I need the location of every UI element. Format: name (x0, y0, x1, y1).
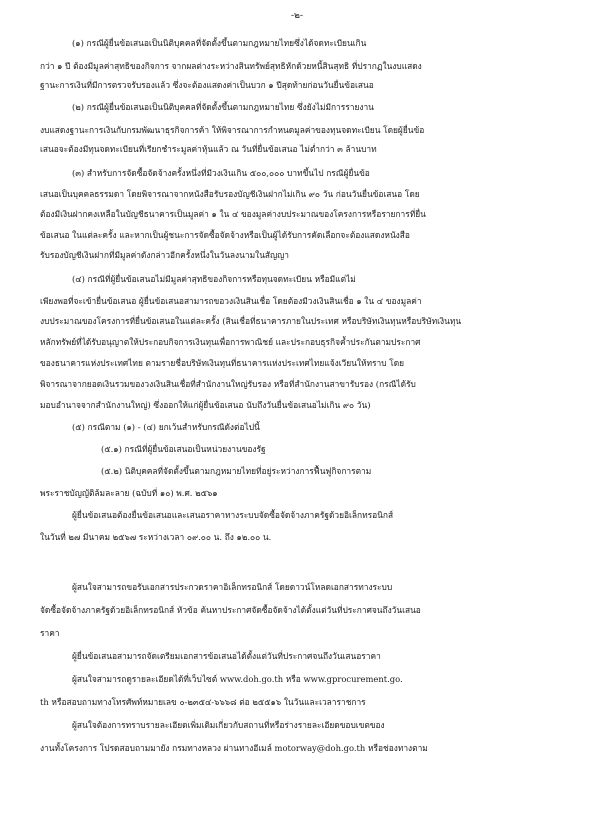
text-line: เพียงพอที่จะเข้ายื่นข้อเสนอ ผู้ยื่นข้อเสนอสามารถขอวงเงินสินเชื่อ โดยต้องมีวงเงินสินเชื่อ ๑ ใน ๔ ของมูลค่า (40, 296, 422, 306)
text-line: เสนอเป็นบุคคลธรรมดา โดยพิจารณาจากหนังสือรับรองบัญชีเงินฝากไม่เกิน ๙๐ วัน ก่อนวันยื่นข้อเสนอ โดย (40, 189, 420, 199)
page-number: -๒- (290, 11, 303, 21)
text-line: หลักทรัพย์ที่ได้รับอนุญาตให้ประกอบกิจการเงินทุนเพื่อการพาณิชย์ และประกอบธุรกิจค้ำประกันตามประกาศ (40, 337, 421, 347)
text-line: ราคา (40, 628, 60, 638)
text-line: รับรองบัญชีเงินฝากที่มีมูลค่าดังกล่าวอีกครั้งหนึ่งในวันลงนามในสัญญา (40, 250, 290, 260)
text-line: (๒) กรณีผู้ยื่นข้อเสนอเป็นนิติบุคคลที่จัดตั้งขึ้นตามกฎหมายไทย ซึ่งยังไม่มีการรายงาน (72, 102, 374, 112)
text-line: งานทั้งโครงการ โปรดสอบถามมายัง กรมทางหลวง ผ่านทางอีเมล์ motorway@doh.go.th หรือช่องทางตาม (40, 743, 428, 753)
text-line: ในวันที่ ๒๗ มีนาคม ๒๕๖๗ ระหว่างเวลา ๐๙.๐๐ น. ถึง ๑๒.๐๐ น. (40, 532, 272, 542)
text-line: ของธนาคารแห่งประเทศไทย ตามรายชื่อบริษัทเงินทุนที่ธนาคารแห่งประเทศไทยแจ้งเวียนให้ทราบ โดย (40, 358, 405, 368)
text-line: (๕.๒) นิติบุคคลที่จัดตั้งขึ้นตามกฎหมายไทยที่อยู่ระหว่างการฟื้นฟูกิจการตาม (101, 466, 372, 476)
text-line: ผู้สนใจสามารถดูรายละเอียดได้ที่เว็บไซต์ www.doh.go.th หรือ www.gprocurement.go. (72, 674, 403, 684)
text-line: (๔) กรณีที่ผู้ยื่นข้อเสนอไม่มีมูลค่าสุทธิของกิจการหรือทุนจดทะเบียน หรือมีแต่ไม่ (72, 274, 356, 284)
text-line: พระราชบัญญัติล้มละลาย (ฉบับที่ ๑๐) พ.ศ. ๒๕๖๑ (40, 488, 218, 498)
text-line: (๕) กรณีตาม (๑) - (๔) ยกเว้นสำหรับกรณีดังต่อไปนี้ (72, 422, 260, 432)
text-line: จัดซื้อจัดจ้างภาครัฐด้วยอิเล็กทรอนิกส์ หัวข้อ ค้นหาประกาศจัดซื้อจัดจ้างได้ตั้งแต่วันที่ประกาศจนถึงวันเสนอ (40, 605, 421, 615)
text-line: ผู้สนใจสามารถขอรับเอกสารประกวดราคาอิเล็กทรอนิกส์ โดยดาวน์โหลดเอกสารทางระบบ (72, 582, 393, 592)
text-line: ผู้สนใจต้องการทราบรายละเอียดเพิ่มเติมเกี่ยวกับสถานที่หรือร่างรายละเอียดขอบเขตของ (72, 720, 385, 730)
text-line: งบแสดงฐานะการเงินกับกรมพัฒนาธุรกิจการค้า ให้พิจารณาการกำหนดมูลค่าของทุนจดทะเบียน โดยผู้ยื่นข้อ (40, 125, 425, 135)
text-line: (๑) กรณีผู้ยื่นข้อเสนอเป็นนิติบุคคลที่จัดตั้งขึ้นตามกฎหมายไทยซึ่งได้จดทะเบียนเกิน (72, 38, 367, 48)
text-line: (๓) สำหรับการจัดซื้อจัดจ้างครั้งหนึ่งที่มีวงเงินเกิน ๕๐๐,๐๐๐ บาทขึ้นไป กรณีผู้ยื่นข้อ (72, 168, 370, 178)
text-line: ต้องมีเงินฝากคงเหลือในบัญชีธนาคารเป็นมูลค่า ๑ ใน ๔ ของมูลค่างบประมาณของโครงการหรือรายการที่ยื่น (40, 209, 426, 219)
text-line: พิจารณาจากยอดเงินรวมของวงเงินสินเชื่อที่สำนักงานใหญ่รับรอง หรือที่สำนักงานสาขารับรอง (กรณีได้รับ (40, 379, 416, 389)
text-line: เสนอจะต้องมีทุนจดทะเบียนที่เรียกชำระมูลค่าหุ้นแล้ว ณ วันที่ยื่นข้อเสนอ ไม่ต่ำกว่า ๓ ล้านบาท (40, 144, 377, 154)
text-line: ฐานะการเงินที่มีการตรวจรับรองแล้ว ซึ่งจะต้องแสดงค่าเป็นบวก ๑ ปีสุดท้ายก่อนวันยื่นข้อเสนอ (40, 80, 374, 90)
text-line: กว่า ๑ ปี ต้องมีมูลค่าสุทธิของกิจการ จากผลต่างระหว่างสินทรัพย์สุทธิหักด้วยหนี้สินสุทธิ ที่ปรากฏในงบแสดง (40, 61, 422, 71)
text-line: (๕.๑) กรณีที่ผู้ยื่นข้อเสนอเป็นหน่วยงานของรัฐ (101, 444, 266, 454)
text-line: ข้อเสนอ ในแต่ละครั้ง และหากเป็นผู้ชนะการจัดซื้อจัดจ้างหรือเป็นผู้ได้รับการคัดเลือกจะต้องแสดงหนังสือ (40, 230, 410, 240)
text-line: ผู้ยื่นข้อเสนอสามารถจัดเตรียมเอกสารข้อเสนอได้ตั้งแต่วันที่ประกาศจนถึงวันเสนอราคา (72, 651, 381, 661)
text-line: มอบอำนาจจากสำนักงานใหญ่) ซึ่งออกให้แก่ผู้ยื่นข้อเสนอ นับถึงวันยื่นข้อเสนอไม่เกิน ๙๐ วัน) (40, 400, 371, 410)
text-line: งบประมาณของโครงการที่ยื่นข้อเสนอในแต่ละครั้ง (สินเชื่อที่ธนาคารภายในประเทศ หรือบริษัทเงินทุนหรือบริษัทเงินทุน (40, 316, 462, 326)
text-line: th หรือสอบถามทางโทรศัพท์หมายเลข ๐-๒๓๕๔-๖๖๖๘ ต่อ ๒๕๕๑๖ ในวันและเวลาราชการ (40, 697, 366, 707)
text-line: ผู้ยื่นข้อเสนอต้องยื่นข้อเสนอและเสนอราคาทางระบบจัดซื้อจัดจ้างภาครัฐด้วยอิเล็กทรอนิกส์ (72, 510, 394, 520)
